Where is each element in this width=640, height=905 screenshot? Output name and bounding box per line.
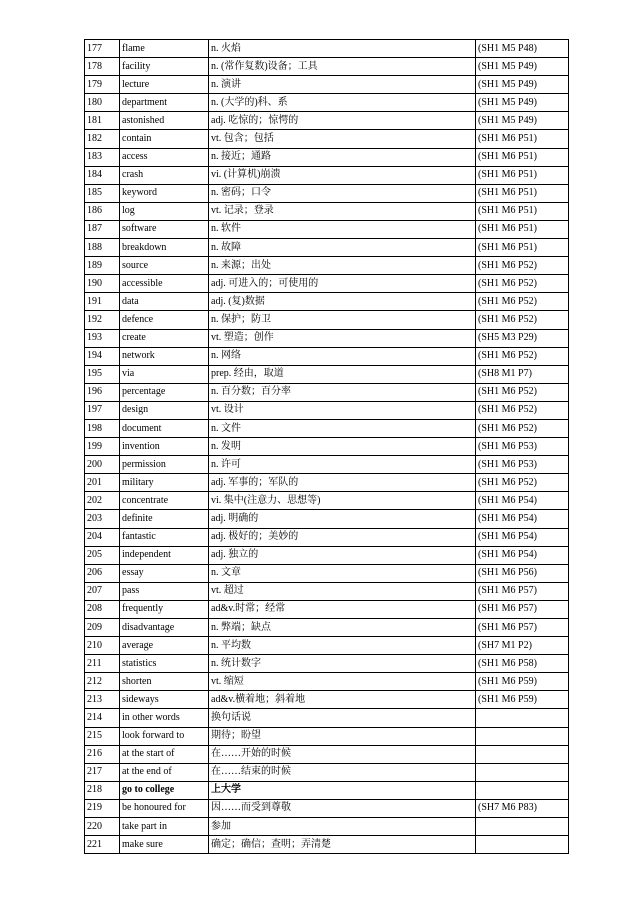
table-row [85, 293, 569, 311]
entry-number: 208 [85, 600, 120, 618]
entry-definition: n. 密码；口令 [209, 184, 476, 202]
entry-definition: 换句话说 [209, 709, 476, 727]
entry-word: fantastic [120, 528, 209, 546]
table-row [85, 202, 569, 220]
table-row [85, 40, 569, 58]
entry-word: statistics [120, 655, 209, 673]
entry-source: (SH1 M6 P57) [476, 582, 569, 600]
table-row [85, 836, 569, 854]
entry-word: concentrate [120, 492, 209, 510]
entry-number: 196 [85, 383, 120, 401]
entry-number: 220 [85, 818, 120, 836]
entry-source: (SH1 M6 P59) [476, 673, 569, 691]
entry-definition: vt. 塑造；创作 [209, 329, 476, 347]
entry-source: (SH1 M6 P52) [476, 419, 569, 437]
entry-word: data [120, 293, 209, 311]
entry-source: (SH1 M6 P52) [476, 275, 569, 293]
entry-source: (SH1 M6 P52) [476, 293, 569, 311]
entry-number: 188 [85, 239, 120, 257]
entry-word: astonished [120, 112, 209, 130]
entry-definition: vi. (计算机)崩溃 [209, 166, 476, 184]
entry-word: keyword [120, 184, 209, 202]
entry-source: (SH1 M6 P51) [476, 130, 569, 148]
entry-definition: 上大学 [209, 781, 476, 799]
entry-definition: prep. 经由，取道 [209, 365, 476, 383]
table-row [85, 184, 569, 202]
entry-source: (SH1 M6 P53) [476, 438, 569, 456]
entry-source: (SH1 M6 P51) [476, 166, 569, 184]
table-row [85, 220, 569, 238]
entry-source [476, 745, 569, 763]
entry-definition: 参加 [209, 818, 476, 836]
entry-source [476, 836, 569, 854]
entry-definition: n. 火焰 [209, 40, 476, 58]
table-row [85, 709, 569, 727]
entry-number: 205 [85, 546, 120, 564]
table-row [85, 329, 569, 347]
entry-source [476, 763, 569, 781]
entry-source: (SH1 M6 P51) [476, 184, 569, 202]
entry-word: look forward to [120, 727, 209, 745]
entry-word: design [120, 401, 209, 419]
table-row [85, 438, 569, 456]
entry-word: pass [120, 582, 209, 600]
table-row [85, 691, 569, 709]
entry-source [476, 818, 569, 836]
entry-definition: n. 统计数字 [209, 655, 476, 673]
entry-number: 185 [85, 184, 120, 202]
table-row [85, 166, 569, 184]
table-row [85, 781, 569, 799]
entry-source: (SH1 M6 P53) [476, 456, 569, 474]
entry-number: 213 [85, 691, 120, 709]
entry-source: (SH1 M5 P49) [476, 76, 569, 94]
entry-definition: adj. 极好的；美妙的 [209, 528, 476, 546]
entry-word: log [120, 202, 209, 220]
entry-word: breakdown [120, 239, 209, 257]
entry-definition: ad&v.横着地；斜着地 [209, 691, 476, 709]
entry-definition: 确定；确信；查明；弄清楚 [209, 836, 476, 854]
entry-definition: adj. 可进入的；可使用的 [209, 275, 476, 293]
table-row [85, 492, 569, 510]
entry-number: 178 [85, 58, 120, 76]
entry-number: 198 [85, 419, 120, 437]
table-row [85, 130, 569, 148]
entry-word: make sure [120, 836, 209, 854]
entry-word: via [120, 365, 209, 383]
entry-definition: adj. 明确的 [209, 510, 476, 528]
entry-definition: vt. 设计 [209, 401, 476, 419]
entry-number: 200 [85, 456, 120, 474]
table-row [85, 564, 569, 582]
entry-definition: vi. 集中(注意力、思想等) [209, 492, 476, 510]
entry-definition: n. 百分数；百分率 [209, 383, 476, 401]
entry-definition: n. 故障 [209, 239, 476, 257]
entry-number: 181 [85, 112, 120, 130]
entry-source: (SH7 M6 P83) [476, 799, 569, 817]
entry-word: military [120, 474, 209, 492]
entry-definition: adj. 独立的 [209, 546, 476, 564]
entry-word: go to college [120, 781, 209, 799]
entry-definition: vt. 缩短 [209, 673, 476, 691]
entry-word: at the end of [120, 763, 209, 781]
entry-definition: n. (常作复数)设备；工具 [209, 58, 476, 76]
entry-source: (SH1 M6 P54) [476, 546, 569, 564]
entry-number: 183 [85, 148, 120, 166]
entry-source: (SH1 M6 P52) [476, 383, 569, 401]
entry-number: 195 [85, 365, 120, 383]
entry-word: create [120, 329, 209, 347]
entry-number: 197 [85, 401, 120, 419]
table-row [85, 148, 569, 166]
entry-source: (SH1 M6 P59) [476, 691, 569, 709]
entry-source: (SH1 M5 P49) [476, 58, 569, 76]
entry-definition: n. 平均数 [209, 637, 476, 655]
entry-number: 206 [85, 564, 120, 582]
entry-number: 184 [85, 166, 120, 184]
entry-definition: vt. 记录；登录 [209, 202, 476, 220]
entry-source [476, 709, 569, 727]
table-row [85, 401, 569, 419]
entry-number: 186 [85, 202, 120, 220]
entry-word: independent [120, 546, 209, 564]
entry-source: (SH1 M6 P52) [476, 474, 569, 492]
entry-source: (SH1 M6 P54) [476, 492, 569, 510]
entry-number: 201 [85, 474, 120, 492]
entry-source: (SH1 M6 P51) [476, 220, 569, 238]
entry-word: shorten [120, 673, 209, 691]
entry-definition: n. 文件 [209, 419, 476, 437]
entry-word: network [120, 347, 209, 365]
table-row [85, 619, 569, 637]
entry-number: 194 [85, 347, 120, 365]
table-row [85, 600, 569, 618]
entry-number: 180 [85, 94, 120, 112]
table-row [85, 673, 569, 691]
entry-definition: 在……开始的时候 [209, 745, 476, 763]
entry-word: average [120, 637, 209, 655]
table-row [85, 257, 569, 275]
entry-source: (SH1 M6 P52) [476, 311, 569, 329]
entry-source: (SH1 M6 P51) [476, 202, 569, 220]
entry-word: software [120, 220, 209, 238]
table-row [85, 94, 569, 112]
entry-definition: n. 演讲 [209, 76, 476, 94]
entry-definition: n. 弊端；缺点 [209, 619, 476, 637]
entry-word: percentage [120, 383, 209, 401]
entry-definition: adj. 军事的；军队的 [209, 474, 476, 492]
entry-word: take part in [120, 818, 209, 836]
table-row [85, 456, 569, 474]
entry-number: 217 [85, 763, 120, 781]
entry-number: 191 [85, 293, 120, 311]
entry-word: permission [120, 456, 209, 474]
entry-source: (SH1 M6 P54) [476, 528, 569, 546]
entry-source [476, 727, 569, 745]
entry-source: (SH1 M5 P49) [476, 112, 569, 130]
table-row [85, 76, 569, 94]
table-row [85, 347, 569, 365]
table-row [85, 239, 569, 257]
table-row [85, 419, 569, 437]
entry-definition: n. 文章 [209, 564, 476, 582]
entry-number: 182 [85, 130, 120, 148]
table-row [85, 745, 569, 763]
entry-word: facility [120, 58, 209, 76]
entry-source: (SH1 M6 P52) [476, 257, 569, 275]
entry-number: 219 [85, 799, 120, 817]
entry-definition: n. 网络 [209, 347, 476, 365]
entry-definition: n. 来源；出处 [209, 257, 476, 275]
entry-word: source [120, 257, 209, 275]
entry-number: 221 [85, 836, 120, 854]
entry-source: (SH1 M6 P58) [476, 655, 569, 673]
entry-definition: 期待；盼望 [209, 727, 476, 745]
entry-number: 177 [85, 40, 120, 58]
entry-word: invention [120, 438, 209, 456]
entry-word: sideways [120, 691, 209, 709]
entry-word: crash [120, 166, 209, 184]
entry-source: (SH7 M1 P2) [476, 637, 569, 655]
entry-number: 189 [85, 257, 120, 275]
entry-definition: n. 接近；通路 [209, 148, 476, 166]
entry-word: frequently [120, 600, 209, 618]
entry-word: accessible [120, 275, 209, 293]
entry-definition: 因……而受到尊敬 [209, 799, 476, 817]
entry-definition: n. (大学的)科、系 [209, 94, 476, 112]
entry-number: 215 [85, 727, 120, 745]
entry-number: 193 [85, 329, 120, 347]
entry-number: 216 [85, 745, 120, 763]
entry-source: (SH1 M6 P57) [476, 619, 569, 637]
table-row [85, 582, 569, 600]
entry-word: flame [120, 40, 209, 58]
entry-source: (SH8 M1 P7) [476, 365, 569, 383]
entry-definition: vt. 包含；包括 [209, 130, 476, 148]
entry-number: 207 [85, 582, 120, 600]
entry-source: (SH1 M6 P57) [476, 600, 569, 618]
entry-source [476, 781, 569, 799]
table-row [85, 763, 569, 781]
entry-number: 210 [85, 637, 120, 655]
entry-number: 214 [85, 709, 120, 727]
entry-source: (SH5 M3 P29) [476, 329, 569, 347]
table-row [85, 275, 569, 293]
entry-number: 209 [85, 619, 120, 637]
entry-word: be honoured for [120, 799, 209, 817]
entry-word: contain [120, 130, 209, 148]
entry-number: 187 [85, 220, 120, 238]
entry-definition: n. 许可 [209, 456, 476, 474]
table-row [85, 655, 569, 673]
entry-number: 199 [85, 438, 120, 456]
entry-number: 192 [85, 311, 120, 329]
table-row [85, 58, 569, 76]
vocabulary-table [84, 39, 569, 854]
entry-number: 179 [85, 76, 120, 94]
entry-word: document [120, 419, 209, 437]
entry-number: 218 [85, 781, 120, 799]
table-row [85, 637, 569, 655]
entry-word: defence [120, 311, 209, 329]
table-row [85, 112, 569, 130]
entry-source: (SH1 M6 P51) [476, 239, 569, 257]
entry-word: at the start of [120, 745, 209, 763]
entry-source: (SH1 M5 P49) [476, 94, 569, 112]
entry-number: 203 [85, 510, 120, 528]
entry-number: 204 [85, 528, 120, 546]
entry-source: (SH1 M6 P56) [476, 564, 569, 582]
entry-definition: adj. 吃惊的；惊愕的 [209, 112, 476, 130]
table-row [85, 311, 569, 329]
entry-definition: adj. (复)数据 [209, 293, 476, 311]
entry-word: definite [120, 510, 209, 528]
entry-word: access [120, 148, 209, 166]
entry-word: lecture [120, 76, 209, 94]
entry-number: 212 [85, 673, 120, 691]
entry-definition: 在……结束的时候 [209, 763, 476, 781]
table-row [85, 546, 569, 564]
table-row [85, 727, 569, 745]
entry-number: 202 [85, 492, 120, 510]
entry-source: (SH1 M6 P52) [476, 401, 569, 419]
table-row [85, 510, 569, 528]
entry-number: 211 [85, 655, 120, 673]
entry-definition: n. 发明 [209, 438, 476, 456]
entry-word: essay [120, 564, 209, 582]
entry-definition: n. 软件 [209, 220, 476, 238]
entry-definition: vt. 超过 [209, 582, 476, 600]
entry-definition: ad&v.时常；经常 [209, 600, 476, 618]
table-row [85, 383, 569, 401]
entry-word: disadvantage [120, 619, 209, 637]
entry-word: in other words [120, 709, 209, 727]
vocabulary-table-body [85, 40, 569, 854]
entry-number: 190 [85, 275, 120, 293]
table-row [85, 799, 569, 817]
table-row [85, 474, 569, 492]
entry-source: (SH1 M6 P51) [476, 148, 569, 166]
table-row [85, 528, 569, 546]
entry-source: (SH1 M6 P52) [476, 347, 569, 365]
entry-source: (SH1 M6 P54) [476, 510, 569, 528]
entry-word: department [120, 94, 209, 112]
entry-source: (SH1 M5 P48) [476, 40, 569, 58]
entry-definition: n. 保护；防卫 [209, 311, 476, 329]
table-row [85, 365, 569, 383]
table-row [85, 818, 569, 836]
